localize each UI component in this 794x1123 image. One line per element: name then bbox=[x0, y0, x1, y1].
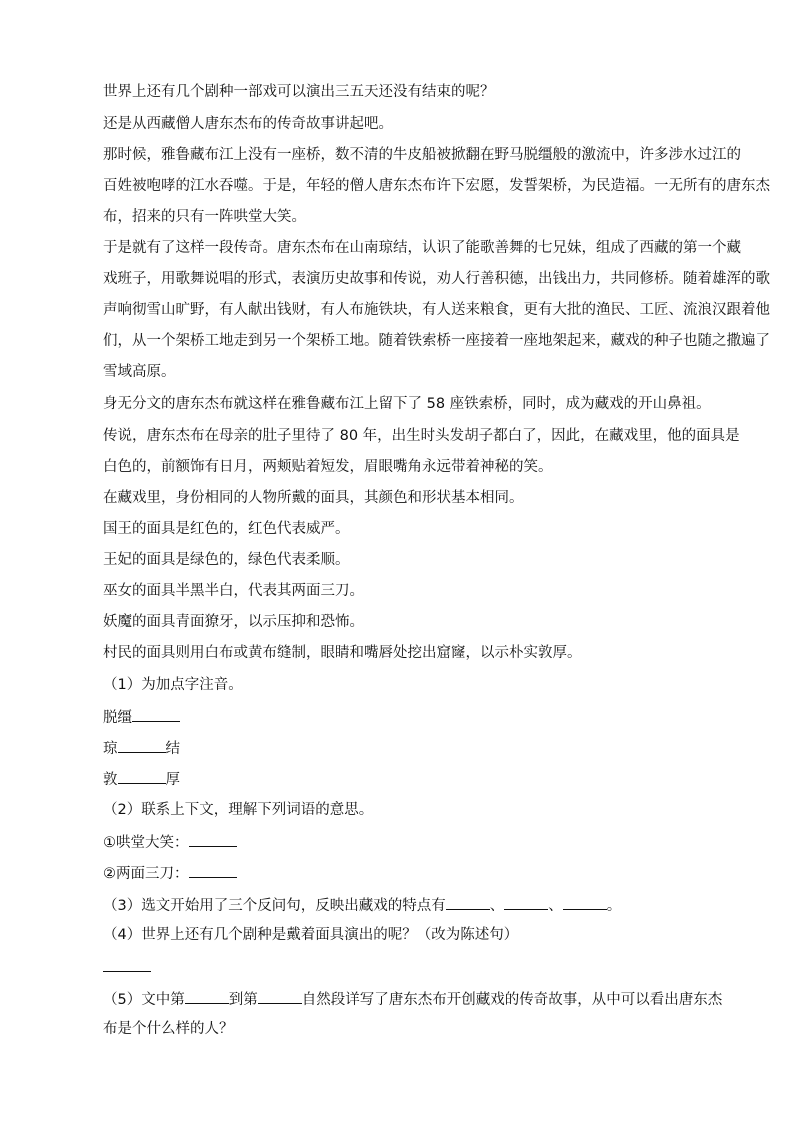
question-1-label: （1）为加点字注音。 bbox=[103, 677, 243, 693]
word-qiong: 琼 bbox=[103, 741, 118, 757]
question-1-item-3 bbox=[103, 768, 180, 790]
passage-paragraph-4-line-4: 们，从一个架桥工地走到另一个架桥工地。随着铁索桥一座接着一座地架起来，藏戏的种子也随之撒遍了 bbox=[103, 333, 770, 349]
passage-paragraph-1: 世界上还有几个剧种一部戏可以演出三五天还没有结束的呢？ bbox=[103, 84, 495, 100]
word-jie: 结 bbox=[165, 741, 180, 757]
question-1-item-2 bbox=[103, 737, 180, 759]
passage-paragraph-10: 巫女的面具半黑半白，代表其两面三刀。 bbox=[103, 583, 364, 599]
answer-blank[interactable] bbox=[118, 737, 166, 753]
passage-paragraph-4-line-1: 于是就有了这样一段传奇。唐东杰布在山南琼结，认识了能歌善舞的七兄妹，组成了西藏的第一个藏 bbox=[103, 240, 741, 256]
separator: 、 bbox=[548, 898, 563, 914]
passage-paragraph-4-line-3: 声响彻雪山旷野，有人献出钱财，有人布施铁块，有人送来粮食，更有大批的渔民、工匠、流浪汉跟着他 bbox=[103, 302, 770, 318]
word-dun: 敦 bbox=[103, 772, 118, 788]
question-5-text-a: （5）文中第 bbox=[103, 992, 185, 1008]
question-4-answer bbox=[103, 956, 151, 978]
passage-paragraph-2: 还是从西藏僧人唐东杰布的传奇故事讲起吧。 bbox=[103, 116, 393, 132]
period: 。 bbox=[606, 898, 622, 914]
passage-paragraph-5: 身无分文的唐东杰布就这样在雅鲁藏布江上留下了 58 座铁索桥，同时，成为藏戏的开山鼻祖。 bbox=[103, 396, 711, 412]
question-1-item-1 bbox=[103, 706, 180, 728]
answer-blank[interactable] bbox=[504, 894, 548, 910]
answer-blank[interactable] bbox=[103, 956, 151, 972]
answer-blank[interactable] bbox=[189, 862, 237, 878]
passage-paragraph-7: 在藏戏里，身份相同的人物所戴的面具，其颜色和形状基本相同。 bbox=[103, 490, 524, 506]
question-2-label: （2）联系上下文，理解下列词语的意思。 bbox=[103, 802, 374, 818]
answer-blank[interactable] bbox=[258, 988, 302, 1004]
separator: 、 bbox=[489, 898, 505, 914]
passage-paragraph-3-line-1: 那时候，雅鲁藏布江上没有一座桥，数不清的牛皮船被掀翻在野马脱缰般的激流中，许多涉水过江的 bbox=[103, 147, 741, 163]
question-5-text-b: 到第 bbox=[228, 992, 258, 1008]
passage-paragraph-6-line-1: 传说，唐东杰布在母亲的肚子里待了 80 年，出生时头发胡子都白了，因此，在藏戏里，他的面具是 bbox=[103, 428, 740, 444]
passage-paragraph-8: 国王的面具是红色的，红色代表威严。 bbox=[103, 521, 350, 537]
passage-paragraph-12: 村民的面具则用白布或黄布缝制，眼睛和嘴唇处挖出窟窿，以示朴实敦厚。 bbox=[103, 645, 582, 661]
word-hou: 厚 bbox=[165, 772, 180, 788]
passage-paragraph-11: 妖魔的面具青面獠牙，以示压抑和恐怖。 bbox=[103, 614, 364, 630]
question-2-item-2 bbox=[103, 862, 237, 884]
passage-paragraph-9: 王妃的面具是绿色的，绿色代表柔顺。 bbox=[103, 552, 350, 568]
question-2-item-1 bbox=[103, 831, 237, 853]
passage-paragraph-3-line-2: 百姓被咆哮的江水吞噬。于是，年轻的僧人唐东杰布许下宏愿，发誓架桥，为民造福。一无所有的唐东杰 bbox=[103, 178, 770, 194]
passage-paragraph-4-line-2: 戏班子，用歌舞说唱的形式，表演历史故事和传说，劝人行善积德，出钱出力，共同修桥。随着雄浑的歌 bbox=[103, 271, 770, 287]
answer-blank[interactable] bbox=[189, 831, 237, 847]
answer-blank[interactable] bbox=[563, 894, 607, 910]
answer-blank[interactable] bbox=[132, 706, 180, 722]
question-5-line-1 bbox=[103, 988, 722, 1010]
answer-blank[interactable] bbox=[185, 988, 229, 1004]
word-tuojiang: 脱缰 bbox=[103, 710, 132, 726]
answer-blank[interactable] bbox=[446, 894, 490, 910]
answer-blank[interactable] bbox=[118, 768, 166, 784]
passage-paragraph-4-line-5: 雪域高原。 bbox=[103, 364, 176, 380]
question-5-text-c: 自然段详写了唐东杰布开创藏戏的传奇故事，从中可以看出唐东杰 bbox=[301, 992, 723, 1008]
question-3-label: （3）选文开始用了三个反问句，反映出藏戏的特点有 bbox=[103, 898, 446, 914]
passage-paragraph-3-line-3: 布，招来的只有一阵哄堂大笑。 bbox=[103, 209, 306, 225]
question-3 bbox=[103, 894, 621, 916]
passage-paragraph-6-line-2: 白色的，前额饰有日月，两颊贴着短发，眉眼嘴角永远带着神秘的笑。 bbox=[103, 459, 553, 475]
question-5-line-2: 布是个什么样的人？ bbox=[103, 1021, 234, 1037]
term-liangmiansandao: ②两面三刀： bbox=[103, 866, 189, 882]
term-hongtangdaxiao: ①哄堂大笑： bbox=[103, 835, 189, 851]
question-4-label: （4）世界上还有几个剧种是戴着面具演出的呢？（改为陈述句） bbox=[103, 927, 519, 943]
